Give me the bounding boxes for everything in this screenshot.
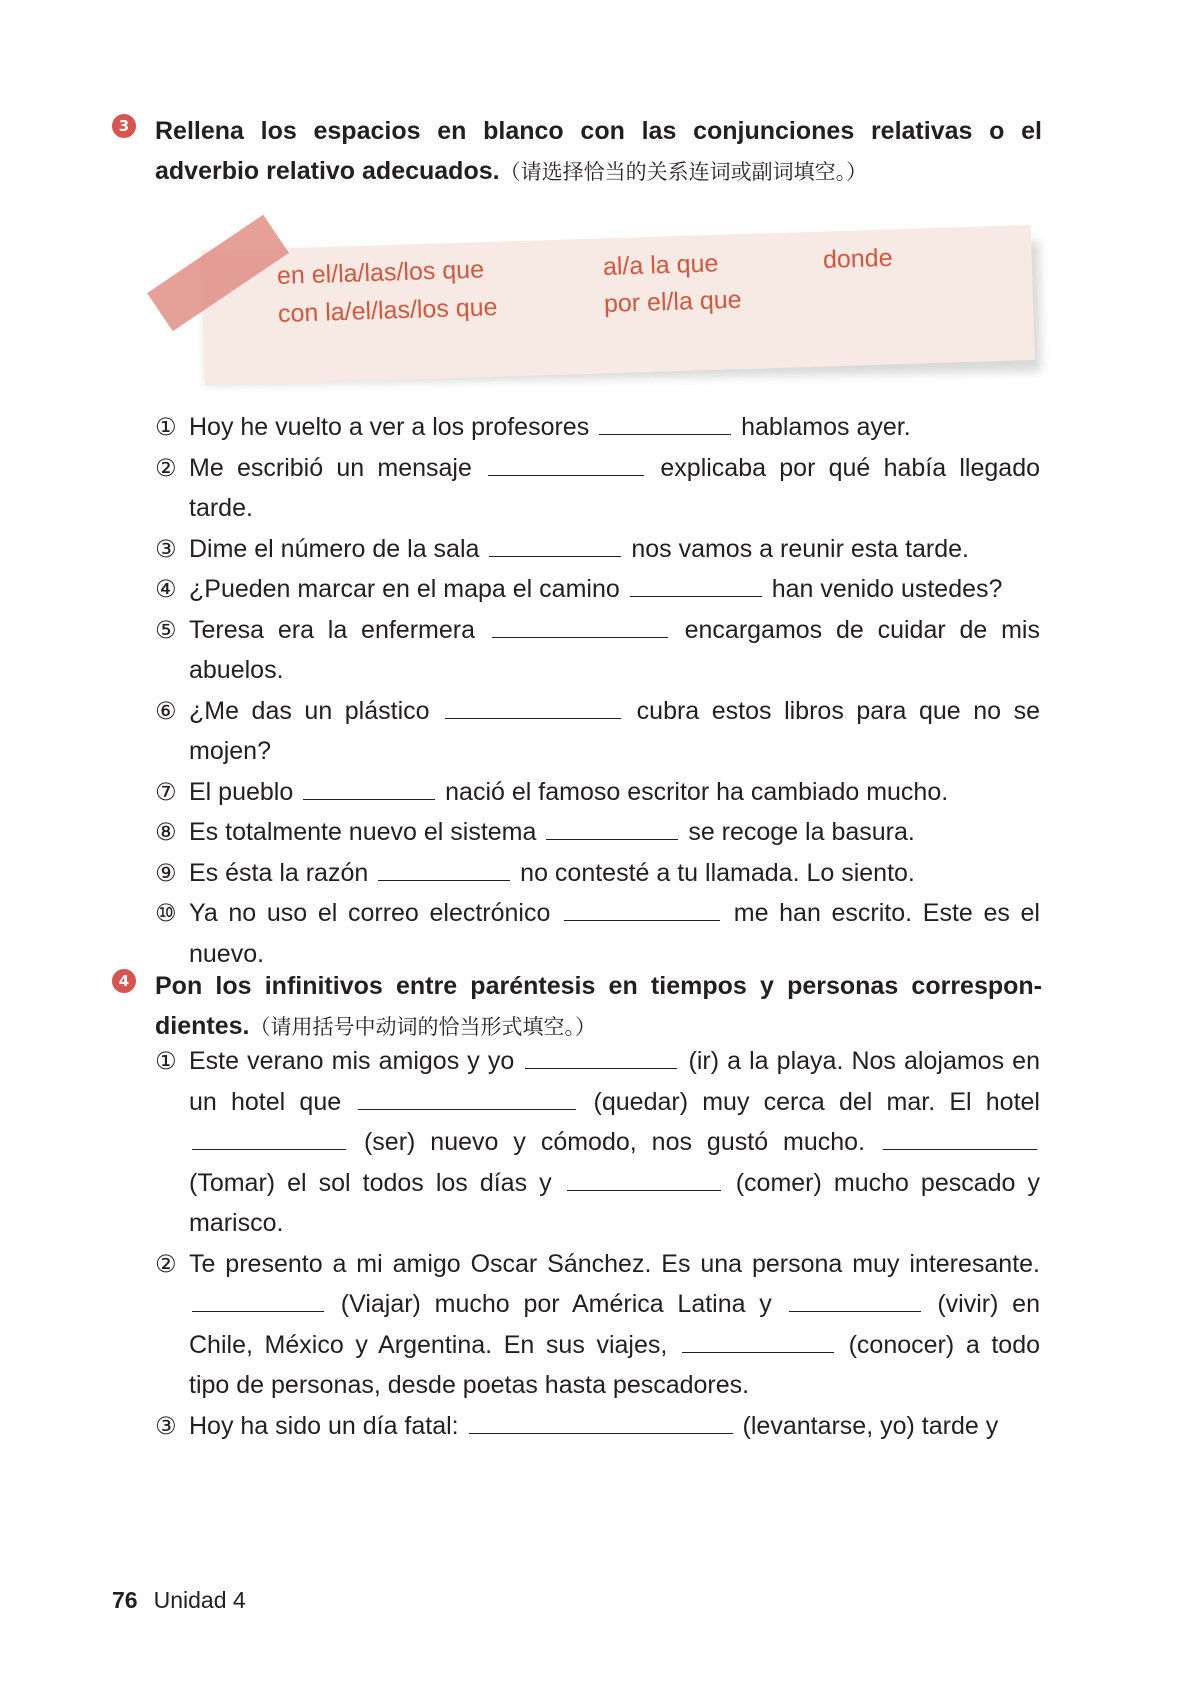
section-number-badge: 4: [112, 969, 136, 993]
unit-label: Unidad 4: [153, 1587, 246, 1613]
section-number-badge: 3: [112, 114, 136, 138]
answer-blank[interactable]: [192, 1125, 346, 1150]
item-text: Ya no uso el correo electrónico: [189, 899, 551, 927]
item-text: Hoy ha sido un día fatal:: [189, 1411, 459, 1440]
item-text: (quedar) muy cerca del mar. El hotel: [593, 1087, 1040, 1116]
item-text: (Tomar) el sol todos los días y: [189, 1168, 552, 1197]
item-text: (Viajar) mucho por América Latina y: [340, 1290, 772, 1318]
item-marker: ①: [155, 413, 177, 441]
item-text: Dime el número de la sala: [189, 534, 480, 563]
exercise-item: [155, 691, 1040, 772]
item-marker: ⑧: [155, 818, 177, 846]
answer-blank[interactable]: [525, 1044, 677, 1069]
item-marker: ①: [155, 1047, 177, 1075]
page-footer: [112, 1585, 246, 1615]
exercise-item: [155, 1406, 1040, 1447]
item-text: ¿Me das un plástico: [189, 696, 430, 725]
item-text: Teresa era la enfermera: [189, 615, 475, 644]
exercise-item: [155, 529, 1040, 570]
exercise-item: [155, 448, 1040, 529]
section-3-exercises: [155, 407, 1040, 974]
item-text: nació el famoso escritor ha cambiado mucho.: [445, 777, 949, 806]
item-marker: ⑩: [155, 899, 177, 927]
item-text: Me escribió un mensaje: [189, 453, 472, 482]
answer-blank[interactable]: [546, 815, 678, 840]
item-text: (ser) nuevo y cómodo, nos gustó mucho.: [363, 1128, 866, 1156]
answer-blank[interactable]: [378, 856, 510, 881]
item-marker: ⑨: [155, 858, 177, 887]
item-marker: ②: [155, 1249, 177, 1278]
section-4-header: [112, 966, 1042, 1047]
word-option: donde: [822, 243, 893, 274]
exercise-item: [155, 407, 1040, 448]
item-text: Te presento a mi amigo Oscar Sánchez. Es una persona muy interesante.: [189, 1249, 1040, 1278]
section-instruction-zh: （请用括号中动词的恰当形式填空。）: [249, 1015, 596, 1039]
item-marker: ⑤: [155, 615, 177, 644]
word-option: en el/la/las/los que: [276, 255, 485, 290]
item-text: (ir) a la playa. Nos alojamos en un hotel que: [189, 1047, 1040, 1116]
answer-blank[interactable]: [445, 694, 621, 719]
answer-blank[interactable]: [564, 896, 720, 921]
section-title-text: Rellena los espacios en blanco con las conjunciones relativas o el adverbio relativo adecuados.: [155, 117, 1042, 185]
exercise-item: [155, 1244, 1040, 1406]
item-text: Es totalmente nuevo el sistema: [189, 818, 537, 846]
answer-blank[interactable]: [682, 1328, 834, 1353]
item-marker: ③: [155, 1411, 177, 1440]
item-marker: ⑦: [155, 777, 177, 806]
section-title: [155, 111, 1042, 192]
answer-blank[interactable]: [358, 1085, 576, 1110]
item-text: han venido ustedes?: [771, 575, 1003, 603]
section-title: [155, 966, 1042, 1047]
item-text: hablamos ayer.: [741, 413, 911, 441]
item-text: Este verano mis amigos y yo: [189, 1047, 515, 1075]
item-text: no contesté a tu llamada. Lo siento.: [520, 858, 915, 887]
exercise-item: [155, 853, 1040, 894]
item-text: El pueblo: [189, 777, 294, 806]
item-marker: ④: [155, 575, 177, 603]
item-text: Es ésta la razón: [189, 858, 369, 887]
word-option: al/a la que: [602, 249, 719, 281]
answer-blank[interactable]: [630, 572, 762, 597]
answer-blank[interactable]: [883, 1125, 1037, 1150]
exercise-item: [155, 569, 1040, 610]
answer-blank[interactable]: [567, 1166, 721, 1191]
answer-blank[interactable]: [789, 1287, 921, 1312]
item-marker: ②: [155, 453, 177, 482]
section-instruction-zh: （请选择恰当的关系连词或副词填空。）: [499, 160, 868, 184]
section-4-exercises: [155, 1041, 1040, 1446]
item-text: (comer) mucho pescado y marisco.: [189, 1168, 1040, 1237]
item-text: nos vamos a reunir esta tarde.: [631, 534, 969, 563]
item-text: ¿Pueden marcar en el mapa el camino: [189, 575, 620, 603]
page-number: 76: [112, 1587, 138, 1613]
answer-blank[interactable]: [488, 451, 644, 476]
section-title-text: Pon los infinitivos entre paréntesis en tiempos y personas correspon-dientes.: [155, 972, 1042, 1040]
exercise-item: [155, 893, 1040, 974]
item-text: (conocer) a todo tipo de personas, desde poetas hasta pescadores.: [189, 1330, 1041, 1399]
item-text: cubra estos libros para que no se mojen?: [189, 696, 1040, 765]
item-marker: ③: [155, 534, 177, 563]
item-text: me han escrito. Este es el nuevo.: [189, 899, 1040, 968]
item-marker: ⑥: [155, 696, 177, 725]
exercise-item: [155, 772, 1040, 813]
answer-blank[interactable]: [469, 1409, 733, 1434]
answer-blank[interactable]: [492, 613, 668, 638]
section-3-header: [112, 111, 1042, 192]
answer-blank[interactable]: [599, 410, 731, 435]
answer-blank[interactable]: [192, 1287, 324, 1312]
answer-blank[interactable]: [489, 532, 621, 557]
exercise-item: [155, 812, 1040, 853]
word-option: por el/la que: [603, 285, 742, 318]
answer-blank[interactable]: [303, 775, 435, 800]
exercise-item: [155, 1041, 1040, 1244]
item-text: (levantarse, yo) tarde y: [742, 1411, 999, 1440]
item-text: explicaba por qué había llegado tarde.: [189, 453, 1041, 522]
item-text: (vivir) en Chile, México y Argentina. En sus viajes,: [189, 1290, 1040, 1359]
item-text: se recoge la basura.: [688, 818, 915, 846]
exercise-item: [155, 610, 1040, 691]
word-option: con la/el/las/los que: [277, 293, 498, 328]
item-text: encargamos de cuidar de mis abuelos.: [189, 615, 1040, 684]
item-text: Hoy he vuelto a ver a los profesores: [189, 413, 590, 441]
